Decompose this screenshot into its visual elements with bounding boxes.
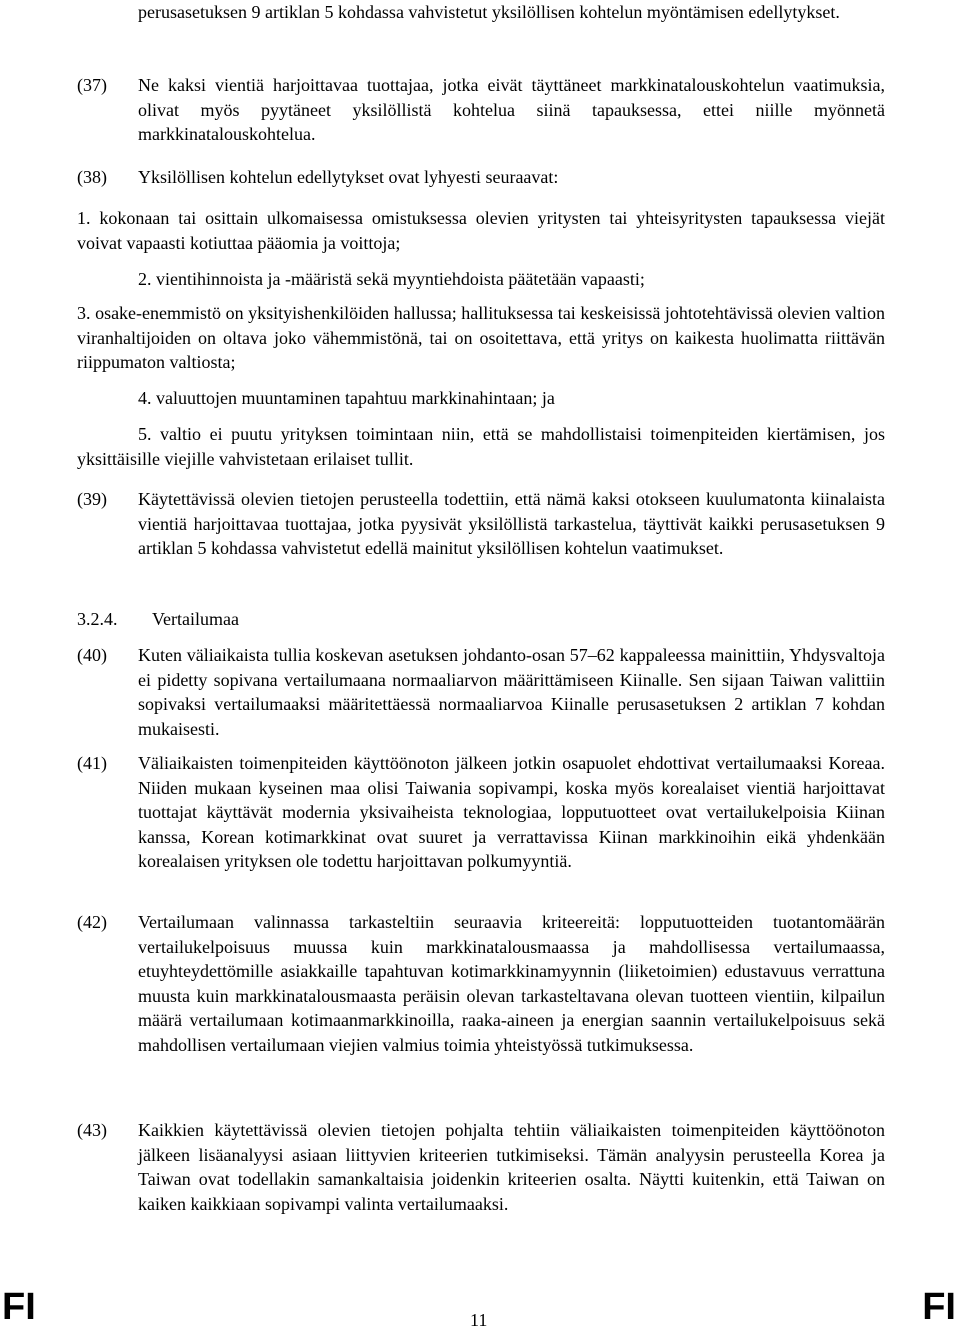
section-title: Vertailumaa bbox=[152, 609, 239, 629]
paragraph-40-number: (40) bbox=[77, 645, 107, 665]
paragraph-38-number: (38) bbox=[77, 167, 107, 187]
criterion-4: 4. valuuttojen muuntaminen tapahtuu markkinahintaan; ja bbox=[138, 388, 555, 408]
paragraph-39: Käytettävissä olevien tietojen perusteella todettiin, että nämä kaksi otokseen kuulumatonta kiinalaista vientiä harjoittavaa tuottajaa, jotka pyysivät yksilöllistä tarkastelua, täyttivät kaikki perusasetuksen 9 artiklan 5 kohdassa vahvistetut edellä mainitut yksilöllisen kohtelun vaatimukset. bbox=[138, 489, 885, 558]
paragraph-40: Kuten väliaikaista tullia koskevan asetuksen johdanto-osan 57–62 kappaleessa mainittiin, Yhdysvaltoja ei pidetty sopivana vertailumaana normaaliarvon määrittämiseen Kiinalle. Sen sijaan Taiwan valittiin sopivaksi vertailumaaksi määritettäessä normaaliarvoa Kiinalle perusasetuksen 2 artiklan 7 kohdan mukaisesti. bbox=[138, 645, 885, 739]
paragraph-39-number: (39) bbox=[77, 489, 107, 509]
footer-language-right: FI bbox=[922, 1286, 956, 1328]
footer-language-left: FI bbox=[2, 1286, 36, 1328]
paragraph-41-number: (41) bbox=[77, 753, 107, 773]
paragraph-38: Yksilöllisen kohtelun edellytykset ovat lyhyesti seuraavat: bbox=[138, 167, 559, 187]
section-number: 3.2.4. bbox=[77, 609, 118, 629]
paragraph-43: Kaikkien käytettävissä olevien tietojen pohjalta tehtiin väliaikaisten toimenpiteiden käyttöönoton jälkeen lisäanalyysi asiaan liittyvien kriteerien tutkimiseksi. Tämän analyysin perusteella Korea ja Taiwan ovat todellakin samankaltaisia joidenkin kriteerien osalta. Näytti kuitenkin, että Taiwan on kaiken kaikkiaan sopivampi valinta vertailumaaksi. bbox=[138, 1120, 885, 1214]
continuation-text: perusasetuksen 9 artiklan 5 kohdassa vahvistetut yksilöllisen kohtelun myöntämisen edellytykset. bbox=[138, 2, 840, 22]
paragraph-42: Vertailumaan valinnassa tarkasteltiin seuraavia kriteereitä: lopputuotteiden tuotantomäärän vertailukelpoisuus muussa kuin markkinatalousmaassa ja mahdollisessa vertailumaassa, etuyhteydettömille asiakkaille tapahtuvan kotimarkkinamyynnin (liiketoimien) edustavuus verrattuna muusta kuin markkinatalousmaasta peräisin olevan tarkasteltavana olevan tuotteen vientiin, kilpailun määrä vertailumaan kotimaanmarkkinoilla, raaka-aineen ja energian saannin vertailukelpoisuus sekä mahdollisen vertailumaan viejien valmius toimia yhteistyössä tutkimuksessa. bbox=[138, 912, 885, 1055]
paragraph-41: Väliaikaisten toimenpiteiden käyttöönoton jälkeen jotkin osapuolet ehdottivat vertailumaaksi Koreaa. Niiden mukaan kyseinen maa olisi Taiwania sopivampi, koska myös korealaiset vientiä harjoittavat tuottajat käyttävät modernia yksivaiheista teknologiaa, lopputuotteet ovat vertailukelpoisia Kiinan kanssa, Korean kotimarkkinat ovat suuret ja verrattavissa Kiinan markkinoihin eikä yhdenkään korealaisen yrityksen ole todettu harjoittavan polkumyyntiä. bbox=[138, 753, 885, 871]
paragraph-37-number: (37) bbox=[77, 75, 107, 95]
criterion-2: 2. vientihinnoista ja -määristä sekä myyntiehdoista päätetään vapaasti; bbox=[138, 269, 645, 289]
criterion-5: 5. valtio ei puutu yrityksen toimintaan niin, että se mahdollistaisi toimenpiteiden kiertämisen, jos yksittäisille viejille vahvistetaan erilaiset tullit. bbox=[77, 424, 885, 469]
paragraph-42-number: (42) bbox=[77, 912, 107, 932]
paragraph-37: Ne kaksi vientiä harjoittavaa tuottajaa, jotka eivät täyttäneet markkinatalouskohtelun vaatimuksia, olivat myös pyytäneet yksilöllistä kohtelua siinä tapauksessa, ettei niille myönnetä markkinatalouskohtelua. bbox=[138, 75, 885, 144]
page-number: 11 bbox=[470, 1310, 488, 1330]
criterion-1: 1. kokonaan tai osittain ulkomaisessa omistuksessa olevien yritysten tai yhteisyritysten tapauksessa viejät voivat vapaasti kotiuttaa pääomia ja voittoja; bbox=[77, 208, 885, 253]
criterion-3: 3. osake-enemmistö on yksityishenkilöiden hallussa; hallituksessa tai keskeisissä johtotehtävissä olevien valtion viranhaltijoiden on oltava joko vähemmistönä, tai on osoitettava, että yritys on kaikesta huolimatta riittävän riippumaton valtiosta; bbox=[77, 303, 885, 372]
paragraph-43-number: (43) bbox=[77, 1120, 107, 1140]
